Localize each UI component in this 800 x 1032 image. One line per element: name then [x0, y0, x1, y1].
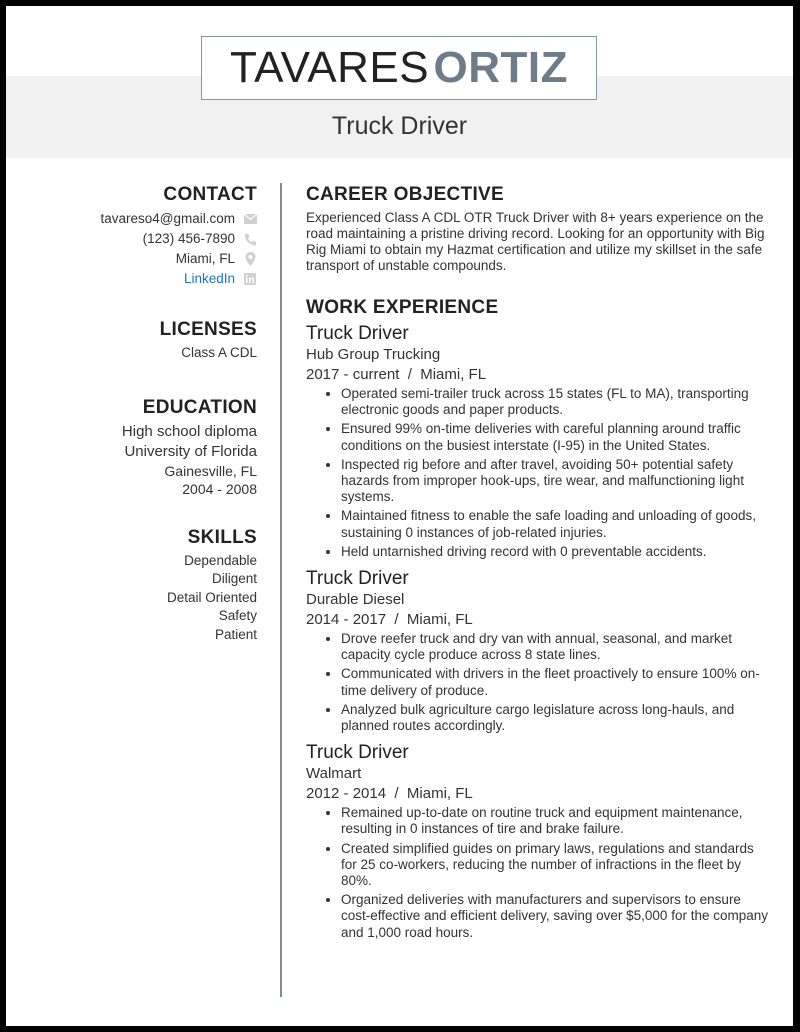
job-bullet: • Operated semi-trailer truck across 15 states (FL to MA), transporting electronic goods and paper products.: [341, 386, 771, 418]
job-bullet: • Drove reefer truck and dry van with annual, seasonal, and market capacity cycle produce across 8 state lines.: [341, 631, 771, 663]
right-column: [306, 184, 771, 949]
job-bullet: • Organized deliveries with manufacturers and supervisors to ensure cost-effective and efficient delivery, saving over $5,000 for the company and 1,000 road hours.: [341, 892, 771, 941]
linkedin-link[interactable]: LinkedIn: [183, 271, 235, 286]
licenses-section: [46, 319, 257, 363]
skills-section: [46, 527, 257, 645]
last-name: ORTIZ: [433, 43, 569, 92]
job-title: Truck Driver: [306, 323, 409, 344]
contact-linkedin[interactable]: [46, 269, 257, 289]
skill-item: Diligent: [211, 571, 257, 586]
job-bullet: • Maintained fitness to enable the safe loading and unloading of goods, sustaining 0 instances of job-related injuries.: [341, 508, 771, 540]
location-text: Miami, FL: [175, 251, 235, 266]
education-degree: High school diploma: [121, 422, 257, 440]
job-company: Durable Diesel: [306, 591, 405, 609]
email-text: tavareso4@gmail.com: [100, 211, 235, 226]
job-bullet: • Analyzed bulk agriculture cargo legislature across long-hauls, and planned routes accordingly.: [341, 702, 771, 734]
job-bullet: • Remained up-to-date on routine truck and equipment maintenance, resulting in 0 instances of tire and brake failure.: [341, 805, 771, 837]
contact-location: [46, 249, 257, 269]
job-entry: [306, 742, 771, 941]
job-meta: 2014 - 2017 / Miami, FL: [306, 611, 473, 629]
job-bullets: [306, 805, 771, 941]
contact-phone[interactable]: [46, 229, 257, 249]
contact-heading: CONTACT: [163, 184, 257, 205]
contact-section: [46, 184, 257, 289]
education-school: University of Florida: [124, 442, 257, 460]
job-company: Walmart: [306, 765, 362, 783]
column-divider: [280, 183, 282, 997]
job-meta: 2012 - 2014 / Miami, FL: [306, 785, 473, 803]
job-title: Truck Driver: [306, 742, 409, 764]
job-entry: [306, 568, 771, 734]
skill-item: Detail Oriented: [166, 589, 257, 605]
job-company: Hub Group Trucking: [306, 346, 441, 363]
envelope-icon: [243, 212, 257, 226]
job-title: Truck Driver: [306, 568, 409, 590]
education-heading: EDUCATION: [142, 396, 257, 418]
name-box: [201, 36, 597, 100]
job-bullet: • Inspected rig before and after travel, avoiding 50+ potential safety hazards from improper hook-ups, tire wear, and malfunctioning light systems.: [341, 457, 771, 506]
job-meta: 2017 - current / Miami, FL: [306, 366, 487, 383]
licenses-heading: LICENSES: [159, 319, 257, 340]
license-item: Class A CDL: [181, 345, 257, 360]
experience-heading: WORK EXPERIENCE: [306, 297, 499, 318]
contact-email[interactable]: [46, 209, 257, 229]
map-pin-icon: [243, 252, 257, 266]
first-name: TAVARES: [229, 43, 430, 92]
education-dates: 2004 - 2008: [182, 481, 257, 497]
left-column: [46, 184, 257, 668]
job-bullet: • Created simplified guides on primary laws, regulations and standards for 25 co-workers, reducing the number of infractions in the fleet by 80%.: [341, 841, 771, 890]
job-bullet: • Ensured 99% on-time deliveries with careful planning around traffic conditions on the busiest interstate (I-95) in the United States.: [341, 421, 771, 453]
skill-item: Patient: [214, 626, 257, 642]
job-bullet: • Held untarnished driving record with 0 preventable accidents.: [341, 544, 771, 560]
resume-page: [6, 6, 793, 1026]
job-bullets: [306, 631, 771, 734]
education-section: [46, 397, 257, 499]
phone-text: (123) 456-7890: [142, 231, 235, 246]
job-entry: [306, 323, 771, 560]
education-location: Gainesville, FL: [164, 462, 257, 479]
job-title-header: Truck Driver: [331, 112, 468, 140]
skills-heading: SKILLS: [187, 526, 257, 548]
objective-heading: CAREER OBJECTIVE: [306, 184, 505, 205]
job-bullet: • Communicated with drivers in the fleet proactively to ensure 100% on-time delivery of produce.: [341, 666, 771, 698]
job-bullets: [306, 386, 771, 560]
skill-item: Dependable: [184, 552, 257, 568]
objective-text: Experienced Class A CDL OTR Truck Driver with 8+ years experience on the road maintaining a pristine driving record. Looking for an opportunity with Big Rig Miami to obtain my Hazmat certification and utilize my skillset in the safe transport of unstable compounds.: [306, 210, 765, 273]
skill-item: Safety: [218, 608, 257, 623]
phone-icon: [243, 232, 257, 246]
linkedin-icon: [243, 272, 257, 286]
